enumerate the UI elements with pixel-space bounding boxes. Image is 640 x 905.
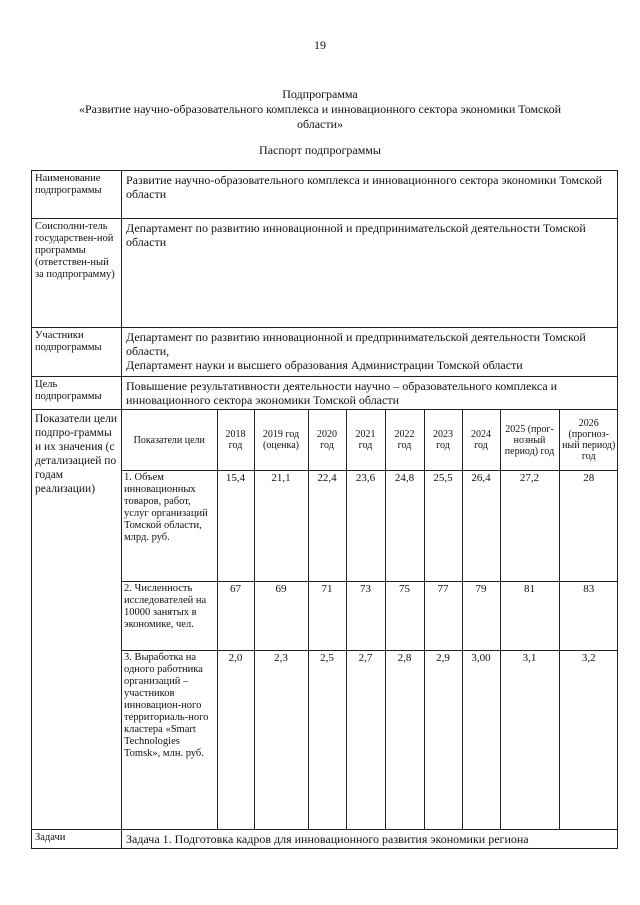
value-name: Развитие научно-образовательного комплекса и инновационного сектора экономики Томской области: [122, 171, 618, 219]
value-cell: 3,1: [500, 651, 559, 830]
value-participants: [122, 328, 618, 377]
subprogram-title-end: области»: [296, 117, 344, 131]
subprogram-heading: Подпрограмма: [282, 87, 358, 101]
value-goal: Повышение результативности деятельности научно – образовательного комплекса и инновационного сектора экономики Томской области: [122, 377, 618, 410]
indicator-row: [122, 651, 618, 830]
value-cell: 28: [559, 471, 618, 582]
value-cell: 77: [424, 582, 462, 651]
header-2025: 2025 (прог-нозный период) год: [500, 410, 559, 471]
value-cell: 67: [217, 582, 254, 651]
value-cell: 23,6: [346, 471, 385, 582]
value-cell: 2,5: [308, 651, 346, 830]
page-number: 19: [314, 38, 326, 52]
header-2019: 2019 год (оценка): [254, 410, 308, 471]
participant-2: Департамент науки и высшего образования Администрации Томской области: [126, 358, 523, 372]
value-cell: 2,7: [346, 651, 385, 830]
header-2022: 2022 год: [385, 410, 424, 471]
row-tasks: [32, 830, 618, 849]
value-coexecutor: Департамент по развитию инновационной и предпринимательской деятельности Томской области: [122, 219, 618, 328]
header-2023: 2023 год: [424, 410, 462, 471]
row-goal: [32, 377, 618, 410]
value-cell: 71: [308, 582, 346, 651]
value-cell: 3,2: [559, 651, 618, 830]
value-cell: 3,00: [462, 651, 500, 830]
passport-title: Паспорт подпрограммы: [259, 143, 381, 157]
value-cell: 24,8: [385, 471, 424, 582]
indicator-row: [122, 582, 618, 651]
label-goal: Цель подпрограммы: [32, 377, 122, 410]
value-cell: 26,4: [462, 471, 500, 582]
indicator-header-row: [122, 410, 618, 471]
header-2020: 2020 год: [308, 410, 346, 471]
indicators-cell: [122, 410, 618, 830]
row-indicators: [32, 410, 618, 830]
value-cell: 69: [254, 582, 308, 651]
label-coexecutor: Соисполни-тель государствен-ной программы (ответствен-ный за подпрограмму): [32, 219, 122, 328]
indicator-table: [122, 410, 618, 829]
indicator-row: [122, 471, 618, 582]
value-cell: 79: [462, 582, 500, 651]
indicator-name: 3. Выработка на одного работника организаций – участников инновацион-ного территориаль-ного кластера «Smart Technologies Tomsk», млн. руб.: [122, 651, 217, 830]
value-cell: 83: [559, 582, 618, 651]
indicator-name: 2. Численность исследователей на 10000 занятых в экономике, чел.: [122, 582, 217, 651]
value-cell: 2,8: [385, 651, 424, 830]
row-coexecutor: [32, 219, 618, 328]
value-cell: 22,4: [308, 471, 346, 582]
value-cell: 27,2: [500, 471, 559, 582]
label-tasks: Задачи: [32, 830, 122, 849]
label-participants: Участники подпрограммы: [32, 328, 122, 377]
header-2021: 2021 год: [346, 410, 385, 471]
value-cell: 2,3: [254, 651, 308, 830]
value-cell: 25,5: [424, 471, 462, 582]
header-2024: 2024 год: [462, 410, 500, 471]
header-indicator: Показатели цели: [122, 410, 217, 471]
subprogram-title: «Развитие научно-образовательного комплекса и инновационного сектора экономики Томской: [78, 102, 562, 116]
indicator-name: 1. Объем инновационных товаров, работ, услуг организаций Томской области, млрд. руб.: [122, 471, 217, 582]
value-cell: 2,0: [217, 651, 254, 830]
value-cell: 73: [346, 582, 385, 651]
value-cell: 21,1: [254, 471, 308, 582]
row-participants: [32, 328, 618, 377]
passport-table: [31, 170, 618, 849]
label-indicators: Показатели цели подпро-граммы и их значения (с детализацией по годам реализации): [32, 410, 122, 830]
value-cell: 2,9: [424, 651, 462, 830]
header-2026: 2026 (прогноз-ный период) год: [559, 410, 618, 471]
value-cell: 75: [385, 582, 424, 651]
value-cell: 15,4: [217, 471, 254, 582]
label-name: Наименование подпрограммы: [32, 171, 122, 219]
participant-1: Департамент по развитию инновационной и предпринимательской деятельности Томской области,: [126, 330, 586, 358]
row-name: [32, 171, 618, 219]
value-tasks: Задача 1. Подготовка кадров для инновационного развития экономики региона: [122, 830, 618, 849]
header-2018: 2018 год: [217, 410, 254, 471]
value-cell: 81: [500, 582, 559, 651]
